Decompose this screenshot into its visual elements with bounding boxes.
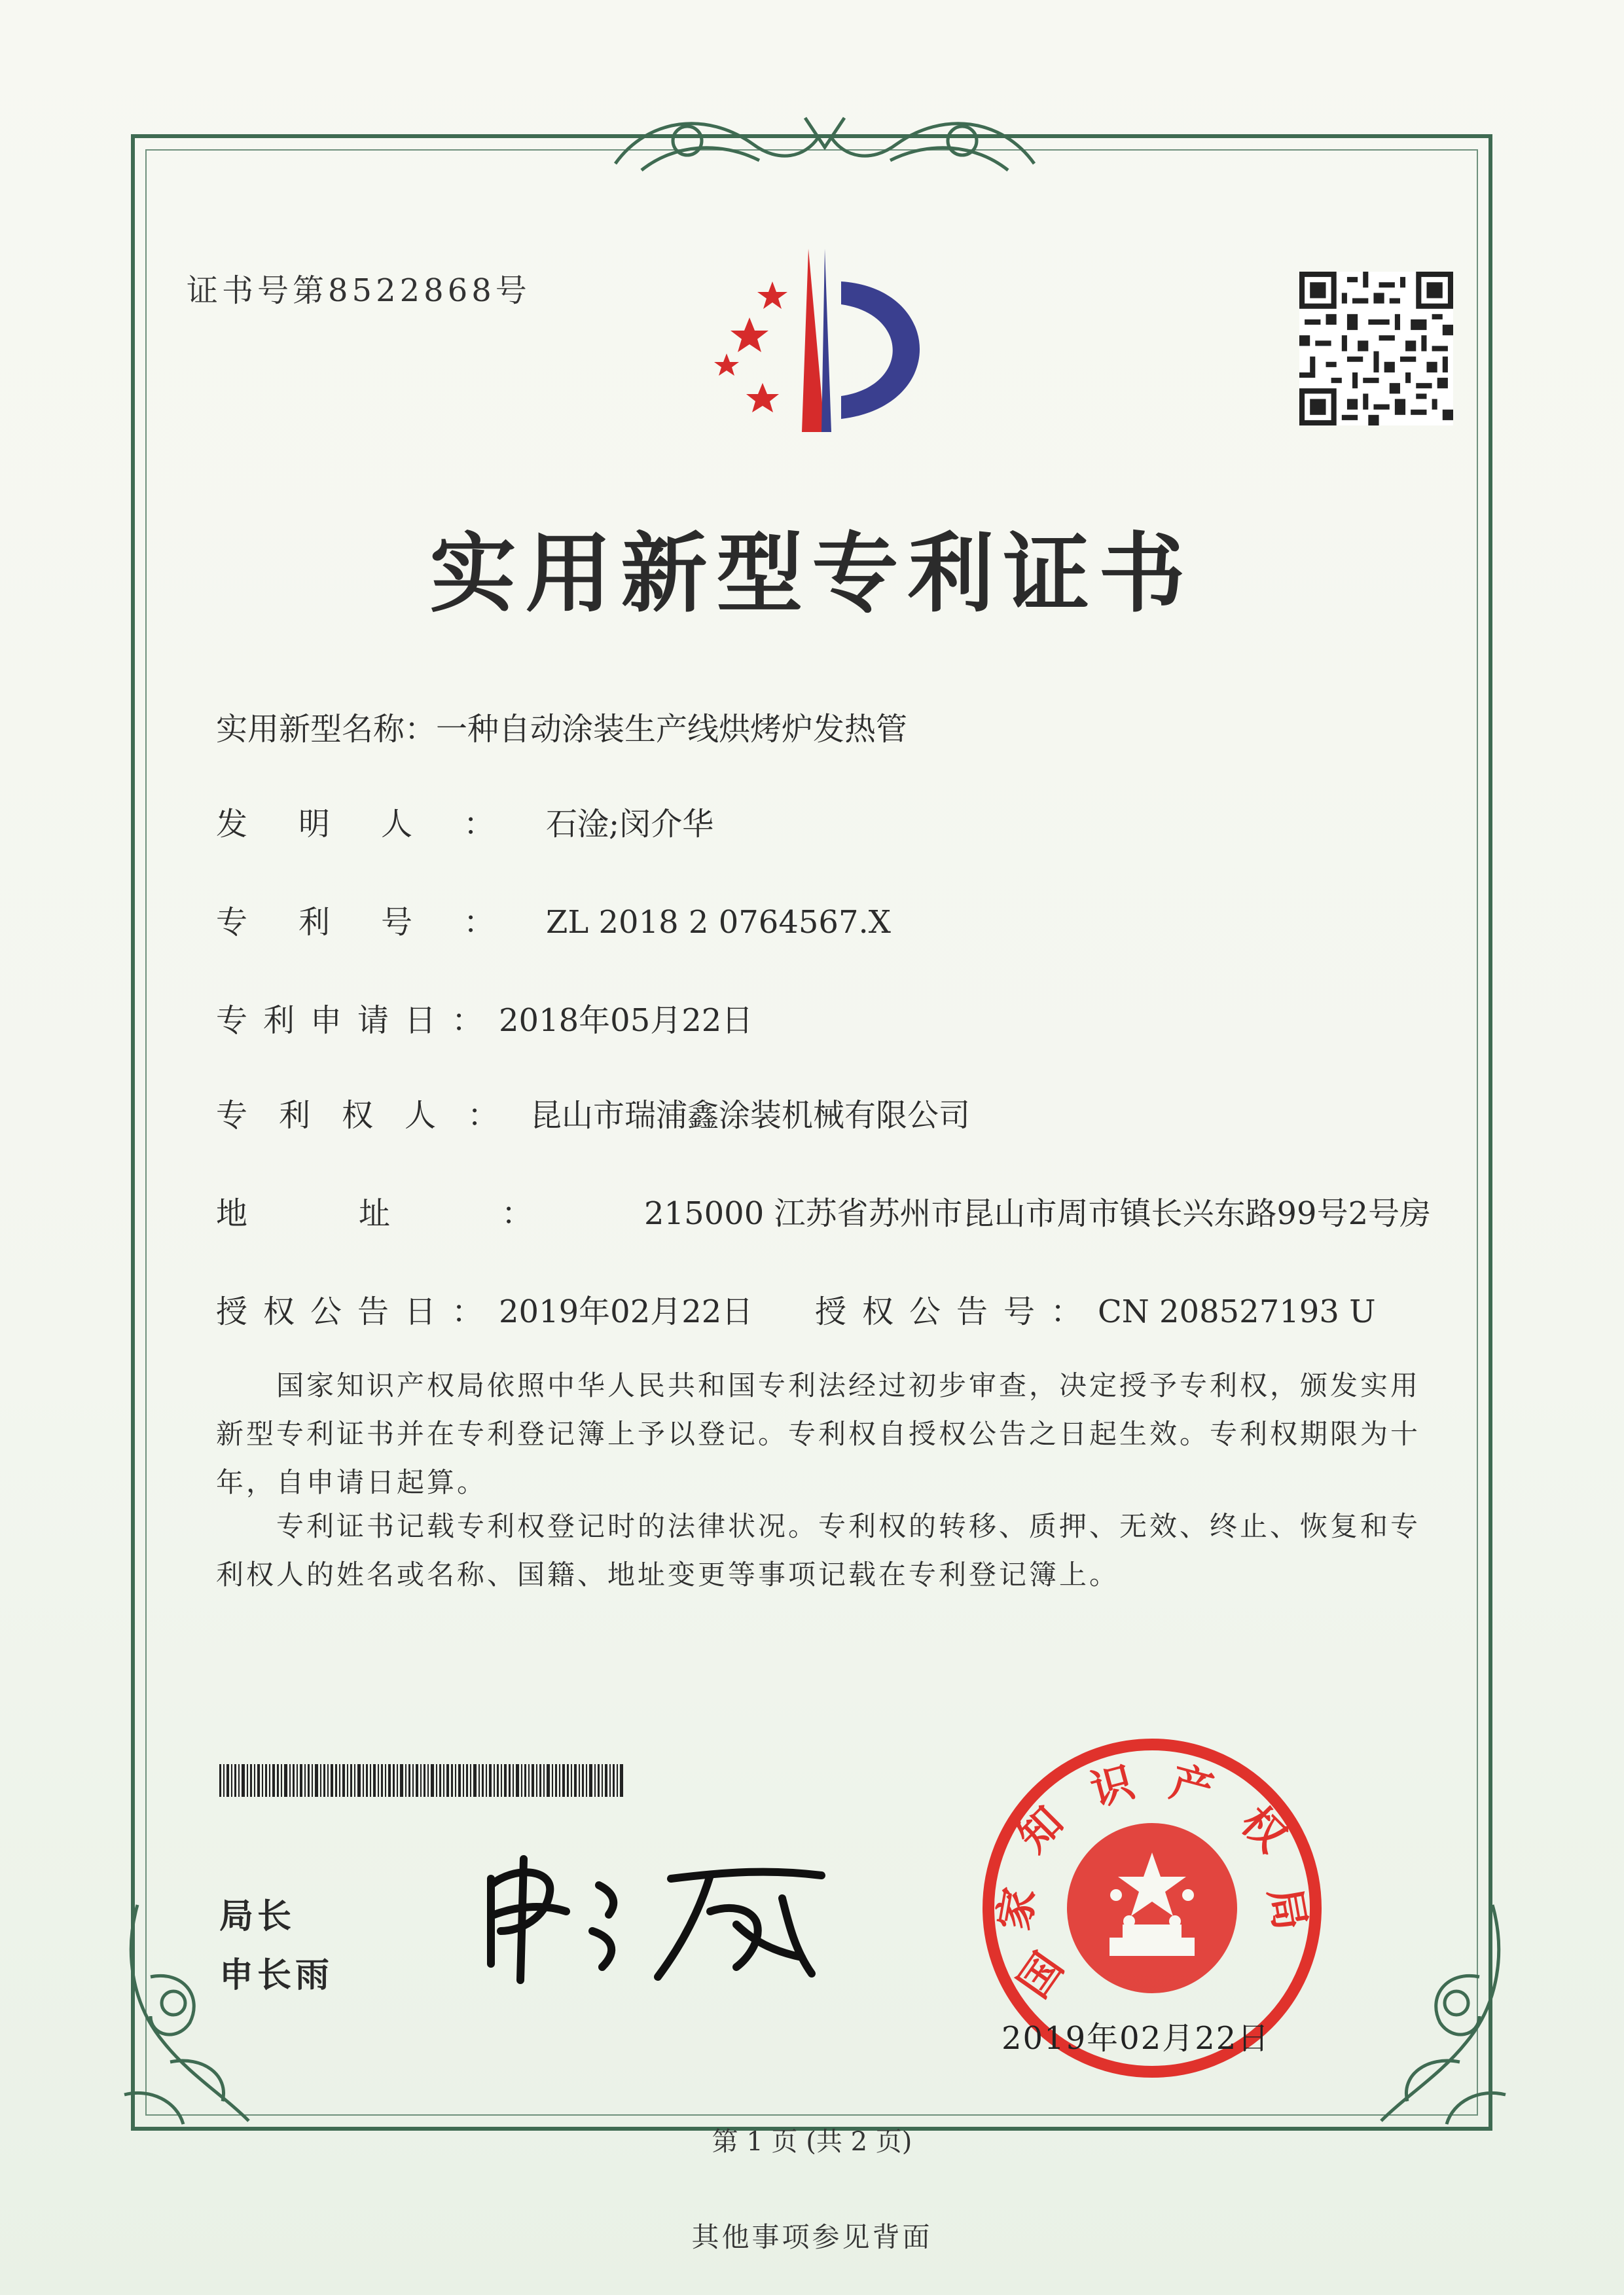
utility-model-name-label: 实用新型名称： (216, 711, 437, 748)
inventor-field (216, 799, 713, 844)
patentee-value: 昆山市瑞浦鑫涂装机械有限公司 (530, 1097, 971, 1134)
certificate-number: 证书号第8522868号 (187, 272, 531, 309)
filing-date-value: 2018年05月22日 (499, 1002, 753, 1039)
announce-number-field (815, 1286, 1376, 1331)
patent-number-value: ZL 2018 2 0764567.X (546, 904, 891, 941)
seal-char-6: 权 (1231, 1798, 1295, 1862)
address-value: 215000 江苏省苏州市昆山市周市镇长兴东路99号2号房 (644, 1195, 1432, 1232)
corner-ornament-right-icon (1368, 1898, 1519, 2134)
utility-model-name-value: 一种自动涂装生产线烘烤炉发热管 (436, 711, 908, 748)
director-name: 申长雨 (219, 1956, 334, 1995)
announce-number-value: CN 208527193 U (1098, 1293, 1376, 1330)
seal-char-4: 识 (1086, 1758, 1140, 1816)
seal-char-1: 国 (1009, 1944, 1074, 2007)
patent-number-field (216, 897, 891, 942)
cnipa-emblem-icon (700, 242, 962, 445)
seal-char-3: 知 (1009, 1798, 1073, 1862)
patentee-label: 专利权人： (216, 1097, 531, 1134)
address-field (216, 1188, 1431, 1233)
footer-note: 其他事项参见背面 (691, 2221, 933, 2253)
patent-number-label: 专利号： (216, 904, 547, 941)
utility-model-name-field (216, 704, 907, 749)
inventor-value: 石淦;闵介华 (546, 806, 714, 842)
legal-status-paragraph: 专利证书记载专利权登记时的法律状况。专利权的转移、质押、无效、终止、恢复和专利权人的姓名或名称、国籍、地址变更等事项记载在专利登记簿上。 (216, 1510, 1421, 1591)
grant-paragraph: 国家知识产权局依照中华人民共和国专利法经过初步审查，决定授予专利权，颁发实用新型专利证书并在专利登记簿上予以登记。专利权自授权公告之日起生效。专利权期限为十年，自申请日起算。 (216, 1369, 1421, 1498)
director-title: 局长 (219, 1897, 296, 1936)
certificate-title: 实用新型专利证书 (429, 524, 1195, 624)
seal-char-2: 家 (990, 1884, 1045, 1934)
qr-code (1299, 272, 1453, 425)
address-label: 地址： (216, 1195, 645, 1232)
seal-date: 2019年02月22日 (1001, 2020, 1271, 2057)
corner-ornament-left-icon (111, 1898, 262, 2134)
page-number: 第 1 页 (共 2 页) (712, 2127, 912, 2157)
seal-char-5: 产 (1164, 1758, 1218, 1816)
patentee-field (216, 1090, 970, 1135)
inventor-label: 发明人： (216, 806, 547, 842)
top-ornament-icon (589, 92, 1060, 190)
director-signature (475, 1839, 841, 1990)
filing-date-label: 专利申请日： (216, 1002, 499, 1039)
announce-date-value: 2019年02月22日 (499, 1293, 753, 1330)
announce-date-field (216, 1286, 753, 1331)
barcode (219, 1764, 625, 1797)
seal-char-7: 局 (1259, 1884, 1314, 1934)
filing-date-field (216, 995, 753, 1040)
announce-date-label: 授权公告日： (216, 1293, 499, 1330)
announce-number-label: 授权公告号： (815, 1293, 1098, 1330)
